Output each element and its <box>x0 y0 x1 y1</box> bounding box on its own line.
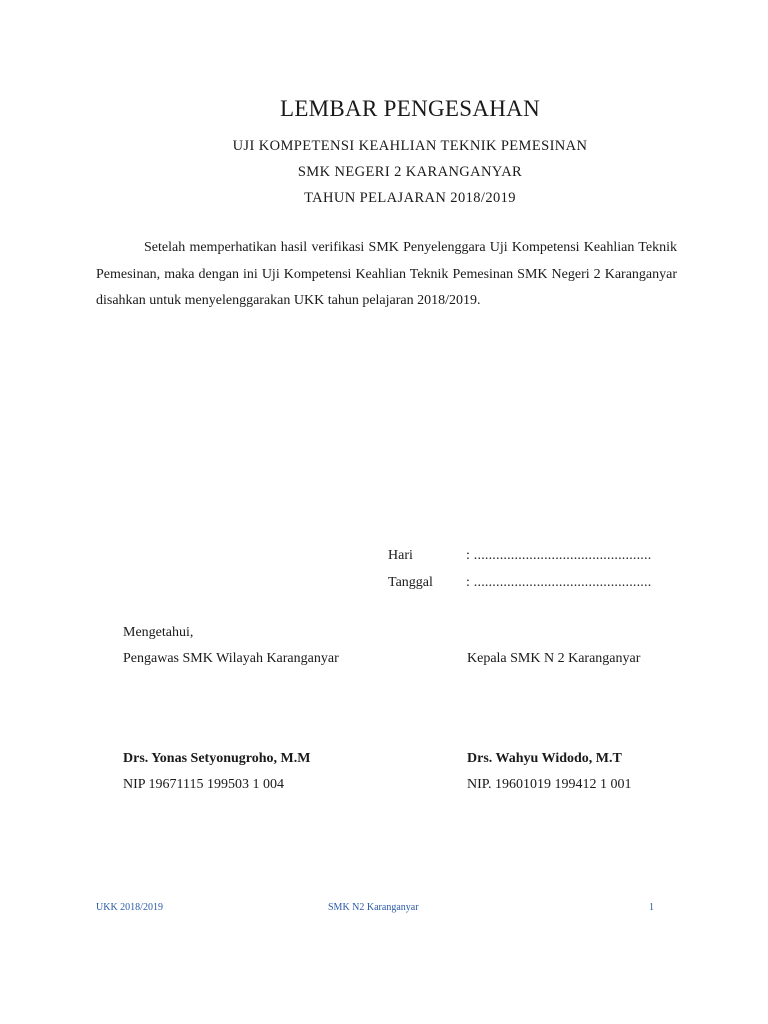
right-signer-role: Kepala SMK N 2 Karanganyar <box>467 651 641 666</box>
field-tanggal-value: : ................................................ <box>466 575 652 590</box>
right-signer-name: Drs. Wahyu Widodo, M.T <box>467 751 622 766</box>
known-label: Mengetahui, <box>123 625 194 640</box>
footer-page-number: 1 <box>649 902 654 913</box>
field-tanggal-label: Tanggal <box>388 575 433 590</box>
document-title: LEMBAR PENGESAHAN <box>279 96 541 121</box>
left-signer-name: Drs. Yonas Setyonugroho, M.M <box>123 751 311 766</box>
subtitle-exam: UJI KOMPETENSI KEAHLIAN TEKNIK PEMESINAN <box>232 138 588 154</box>
left-signer-nip: NIP 19671115 199503 1 004 <box>123 777 284 792</box>
left-signer-role: Pengawas SMK Wilayah Karanganyar <box>123 651 339 666</box>
field-hari-value: : ................................................ <box>466 548 652 563</box>
right-signer-nip: NIP. 19601019 199412 1 001 <box>467 777 632 792</box>
subtitle-year: TAHUN PELAJARAN 2018/2019 <box>304 190 516 206</box>
footer-left-text: UKK 2018/2019 <box>96 902 163 913</box>
footer-center-text: SMK N2 Karanganyar <box>328 902 419 913</box>
field-hari <box>388 548 651 564</box>
approval-paragraph: Setelah memperhatikan hasil verifikasi SMK Penyelenggara Uji Kompetensi Keahlian Teknik Pemesinan, maka dengan ini Uji Kompetensi Keahlian Teknik Pemesinan SMK Negeri 2 Karanganyar disahkan untuk menyelenggarakan UKK tahun pelajaran 2018/2019. <box>96 240 677 308</box>
field-hari-label: Hari <box>388 548 413 563</box>
subtitle-school: SMK NEGERI 2 KARANGANYAR <box>297 164 523 180</box>
field-tanggal <box>388 575 651 591</box>
